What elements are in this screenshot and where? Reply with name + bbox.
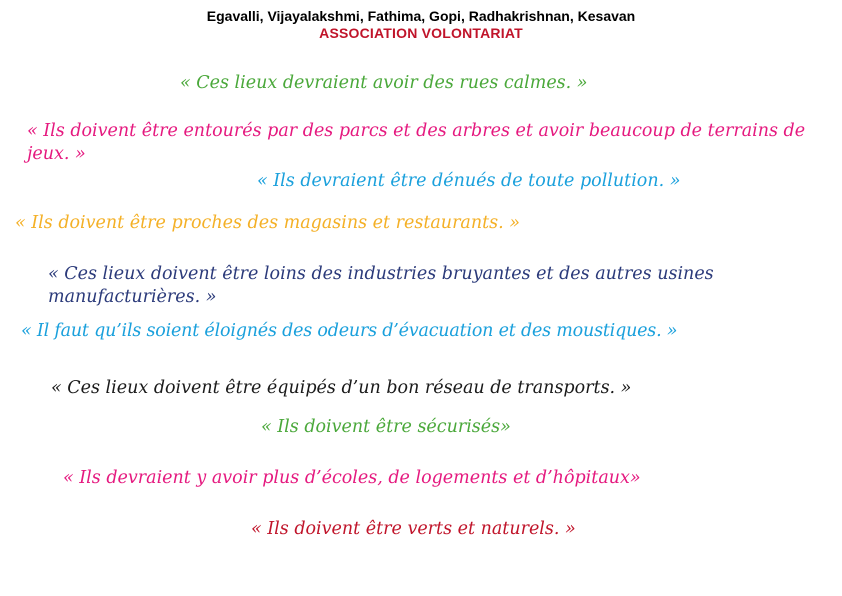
quote-far-from-industries: « Ces lieux doivent être loins des industries bruyantes et des autres usines manufacturières. » — [48, 264, 714, 307]
authors-line: Egavalli, Vijayalakshmi, Fathima, Gopi, Radhakrishnan, Kesavan — [206, 8, 636, 24]
quote-green-and-natural: « Ils doivent être verts et naturels. » — [251, 519, 576, 539]
document-header — [0, 8, 842, 42]
quote-parks-and-trees: « Ils doivent être entourés par des parcs et des arbres et avoir beaucoup de terrains de jeux. » — [27, 121, 806, 164]
quote-secured: « Ils doivent être sécurisés» — [261, 417, 511, 437]
quote-transport-network: « Ces lieux doivent être équipés d’un bon réseau de transports. » — [51, 378, 632, 398]
quote-schools-housing-hospitals: « Ils devraient y avoir plus d’écoles, de logements et d’hôpitaux» — [63, 468, 641, 488]
association-name: ASSOCIATION VOLONTARIAT — [319, 25, 523, 41]
quote-quiet-streets: « Ces lieux devraient avoir des rues calmes. » — [180, 73, 588, 93]
quote-no-pollution: « Ils devraient être dénués de toute pollution. » — [257, 171, 681, 191]
quote-near-shops: « Ils doivent être proches des magasins et restaurants. » — [15, 213, 520, 233]
quote-away-from-odours: « Il faut qu’ils soient éloignés des odeurs d’évacuation et des moustiques. » — [21, 321, 678, 341]
